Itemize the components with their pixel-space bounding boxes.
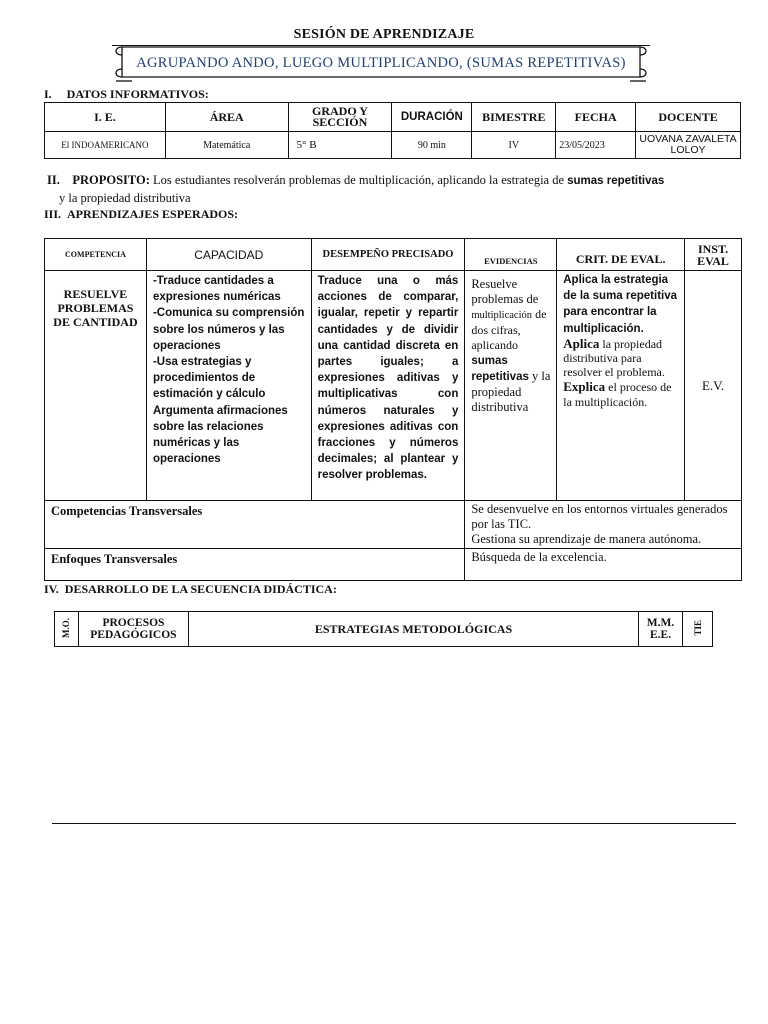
capacidad-item: -Usa estrategias y procedimientos de estimación y cálculo bbox=[152, 356, 266, 401]
capacidad-item: Argumenta afirmaciones sobre las relaciones numéricas y las operaciones bbox=[152, 404, 288, 466]
proposito-label: PROPOSITO: bbox=[72, 173, 150, 187]
cell-instrumento bbox=[685, 271, 742, 501]
section-secuencia-heading: IV. DESARROLLO DE LA SECUENCIA DIDÁCTICA: bbox=[44, 582, 337, 596]
cell-competencia bbox=[45, 271, 147, 501]
cell-evidencias bbox=[465, 271, 557, 501]
criterio-2 bbox=[563, 337, 680, 379]
evidencia-part: multiplicación bbox=[471, 310, 532, 321]
evidencia-bold: sumas repetitivas bbox=[471, 355, 529, 384]
cell-grado: 5° B bbox=[288, 132, 392, 159]
capacidad-item: -Comunica su comprensión sobre los números y las operaciones bbox=[152, 307, 305, 352]
enfoques-text: Búsqueda de la excelencia. bbox=[471, 550, 607, 564]
proposito-text-1: Los estudiantes resolverán problemas de multiplicación, aplicando la estrategia de bbox=[153, 173, 565, 187]
instrumento-text: E.V. bbox=[701, 377, 725, 393]
col-mo bbox=[55, 612, 79, 647]
criterio-3-text: el proceso de la multiplicación. bbox=[563, 379, 672, 409]
cell-desempeno bbox=[311, 271, 465, 501]
datos-table bbox=[44, 102, 741, 159]
col-evidencias: EVIDENCIAS bbox=[465, 239, 557, 271]
cell-area: Matemática bbox=[165, 132, 288, 159]
criterio-1: Aplica la estrategia de la suma repetitiva para encontrar la multiplicación. bbox=[563, 274, 678, 335]
enfoques-label: Enfoques Transversales bbox=[51, 552, 178, 566]
col-competencia: COMPETENCIA bbox=[45, 239, 147, 271]
evidencia-part: y la propiedad distributiva bbox=[471, 369, 551, 415]
col-mm: M.M. E.E. bbox=[639, 612, 683, 647]
competencia-text: RESUELVE PROBLEMAS DE CANTIDAD bbox=[53, 287, 138, 329]
col-tie bbox=[683, 612, 713, 647]
proposito-number: II. bbox=[47, 173, 60, 187]
proposito-paragraph bbox=[47, 172, 747, 207]
col-estrategias: ESTRATEGIAS METODOLÓGICAS bbox=[188, 612, 638, 647]
col-fecha: FECHA bbox=[556, 103, 636, 132]
col-duracion: DURACIÓN bbox=[392, 103, 472, 132]
cell-criterios bbox=[557, 271, 685, 501]
cell-transversales bbox=[465, 501, 742, 549]
cell-fecha: 23/05/2023 bbox=[556, 132, 636, 159]
cell-bimestre: IV bbox=[472, 132, 556, 159]
evidencia-text bbox=[471, 277, 552, 415]
criterio-2-text: la propiedad distributiva para resolver el problema. bbox=[563, 336, 665, 379]
cell-enfoques bbox=[465, 549, 742, 581]
col-desempeno: DESEMPEÑO PRECISADO bbox=[311, 239, 465, 271]
evidencia-part: de dos cifras, aplicando bbox=[471, 307, 547, 352]
evidencia-part: Resuelve problemas de bbox=[471, 277, 539, 306]
col-docente: DOCENTE bbox=[636, 103, 741, 132]
secuencia-table bbox=[54, 611, 713, 647]
criterio-3-bold: Explica bbox=[563, 378, 606, 394]
section-datos-heading: I. DATOS INFORMATIVOS: bbox=[44, 87, 209, 101]
transversales-label: Competencias Transversales bbox=[51, 504, 203, 518]
cell-duracion: 90 min bbox=[392, 132, 472, 159]
capacidad-item: -Traduce cantidades a expresiones numéricas bbox=[152, 275, 281, 304]
transversal-1: Se desenvuelve en los entornos virtuales generados por las TIC. bbox=[471, 502, 728, 531]
proposito-bold: sumas repetitivas bbox=[567, 175, 665, 187]
page-title: SESIÓN DE APRENDIZAJE bbox=[293, 27, 475, 42]
cell-docente: UOVANA ZAVALETA LOLOY bbox=[636, 132, 741, 159]
desempeno-text: Traduce una o más acciones de comparar, igualar, repetir y repartir cantidades y de dividir una cantidad discreta en partes iguales; a expresiones aditivas y multiplicativas con números naturales y expresiones aditivas con fracciones y números decimales; al plantear y resolver problemas. bbox=[317, 275, 459, 482]
section-aprendizajes-heading: III. APRENDIZAJES ESPERADOS: bbox=[44, 207, 239, 221]
aprendizajes-table bbox=[44, 238, 742, 581]
transversal-2: Gestiona su aprendizaje de manera autónoma. bbox=[471, 532, 702, 546]
mo-label: M.O. bbox=[61, 618, 72, 638]
cell-ie: El INDOAMERICANO bbox=[45, 132, 166, 159]
cell-enfoques-label bbox=[45, 549, 465, 581]
bottom-divider bbox=[52, 823, 736, 824]
proposito-text-2: y la propiedad distributiva bbox=[59, 191, 191, 205]
criterio-3 bbox=[563, 379, 680, 410]
session-banner-title: AGRUPANDO ANDO, LUEGO MULTIPLICANDO, (SUMAS REPETITIVAS) bbox=[136, 55, 626, 71]
col-procesos: PROCESOS PEDAGÓGICOS bbox=[78, 612, 188, 647]
tie-label: TIE bbox=[692, 620, 703, 636]
cell-capacidades bbox=[146, 271, 311, 501]
col-area: ÁREA bbox=[165, 103, 288, 132]
col-capacidad: CAPACIDAD bbox=[146, 239, 311, 271]
col-bimestre: BIMESTRE bbox=[472, 103, 556, 132]
col-ie: I. E. bbox=[45, 103, 166, 132]
cell-transversales-label bbox=[45, 501, 465, 549]
col-instrumento: INST. EVAL bbox=[685, 239, 742, 271]
criterio-2-bold: Aplica bbox=[563, 335, 600, 351]
col-criterios: CRIT. DE EVAL. bbox=[557, 239, 685, 271]
col-grado: GRADO Y SECCIÓN bbox=[288, 103, 392, 132]
